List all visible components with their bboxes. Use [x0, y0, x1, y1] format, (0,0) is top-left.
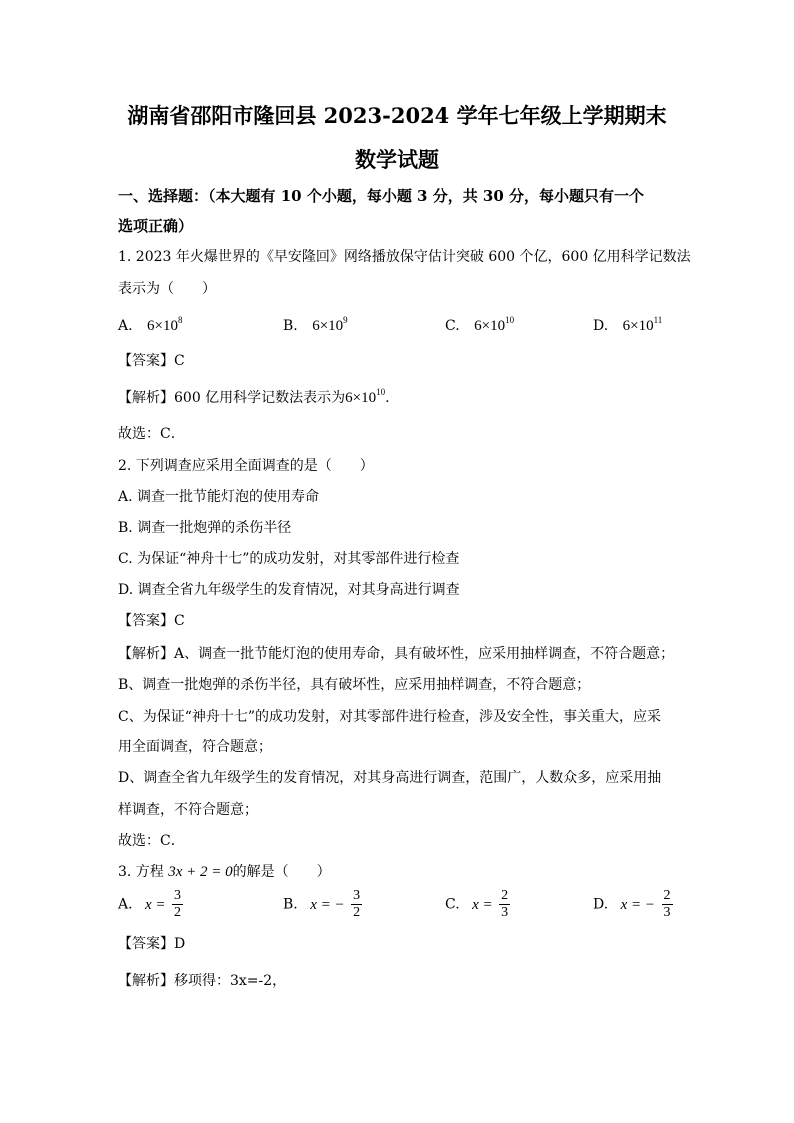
option-label: D.: [593, 318, 609, 334]
option-label: C.: [445, 318, 460, 334]
analysis-exp: 10: [376, 387, 386, 397]
q2-conclusion: 故选：C．: [118, 833, 185, 849]
q2-analysis-line: 样调查，不符合题意；: [118, 802, 258, 818]
option-fraction: [662, 888, 673, 921]
q3-analysis: 【解析】移项得：3x=-2，: [118, 973, 287, 989]
option-base: 6×10: [147, 318, 178, 334]
option-label: C.: [445, 896, 460, 913]
q2-option-a: A. 调查一批节能灯泡的使用寿命: [118, 489, 320, 505]
q2-analysis-line: 用全面调查，符合题意；: [118, 739, 272, 755]
option-fraction: [499, 888, 510, 921]
option-exp: 8: [177, 315, 183, 325]
q3-answer: 【答案】D: [118, 936, 186, 952]
q1-analysis: [118, 388, 390, 408]
section-heading: 一、选择题：（本大题有 10 个小题，每小题 3 分，共 30 分，每小题只有一个: [118, 187, 645, 205]
q1-stem: 1. 2023 年火爆世界的《早安隆回》网络播放保守估计突破 600 个亿，600 亿用科学记数法: [118, 249, 691, 265]
stem-text: 3. 方程: [118, 864, 164, 880]
option-label: A.: [118, 318, 133, 334]
fraction-denominator: 2: [174, 905, 181, 920]
option-label: B.: [283, 318, 298, 334]
option-lhs: x =: [472, 896, 493, 913]
doc-title-line2: 数学试题: [355, 147, 439, 172]
option-base: 6×10: [312, 318, 344, 334]
analysis-base: 6×10: [345, 390, 377, 406]
q3-option-c: [445, 888, 510, 921]
fraction-numerator: 3: [353, 888, 361, 903]
stem-equation: 3x + 2 = 0: [168, 864, 233, 880]
option-lhs: x =: [145, 896, 166, 913]
q3-option-d: [593, 888, 673, 921]
stem-text-suffix: 的解是（ ）: [232, 864, 331, 880]
option-exp: 11: [653, 315, 663, 325]
option-base: 6×10: [622, 318, 654, 334]
q2-analysis-line: 【解析】A、调查一批节能灯泡的使用寿命，具有破坏性，应采用抽样调查，不符合题意；: [118, 646, 675, 662]
q2-analysis-line: C、为保证“神舟十七”的成功发射，对其零部件进行检查，涉及安全性，事关重大，应采: [118, 709, 662, 725]
q1-option-d: [593, 316, 662, 336]
section-heading-cont: 选项正确）: [118, 217, 194, 235]
option-fraction: [172, 888, 183, 921]
option-exp: 10: [505, 315, 515, 325]
q3-option-b: [283, 888, 362, 921]
analysis-suffix: .: [385, 390, 390, 406]
option-label: B.: [283, 896, 298, 913]
fraction-denominator: 2: [353, 905, 361, 920]
q2-option-d: D. 调查全省九年级学生的发育情况，对其身高进行调查: [118, 582, 460, 598]
q2-analysis-line: D、调查全省九年级学生的发育情况，对其身高进行调查，范围广，人数众多，应采用抽: [118, 770, 662, 786]
q1-conclusion: 故选：C．: [118, 426, 185, 442]
fraction-numerator: 3: [174, 888, 181, 903]
fraction-numerator: 2: [501, 888, 509, 903]
option-exp: 9: [343, 315, 348, 325]
q1-option-c: [445, 316, 514, 336]
doc-title-line1: 湖南省邵阳市隆回县 2023-2024 学年七年级上学期期末: [127, 103, 667, 128]
q3-option-a: [118, 888, 183, 921]
analysis-text: 【解析】600 亿用科学记数法表示为: [118, 390, 346, 406]
q2-option-c: C. 为保证“神舟十七”的成功发射，对其零部件进行检查: [118, 551, 460, 567]
option-lhs: x = −: [310, 896, 345, 913]
option-fraction: [351, 888, 362, 921]
q2-analysis-line: B、调查一批炮弹的杀伤半径，具有破坏性，应采用抽样调查，不符合题意；: [118, 677, 591, 693]
q3-stem: [118, 862, 331, 882]
fraction-numerator: 2: [663, 888, 671, 903]
q1-option-b: [283, 316, 348, 336]
fraction-denominator: 3: [663, 905, 671, 920]
fraction-denominator: 3: [501, 905, 509, 920]
q1-answer: 【答案】C: [118, 353, 185, 369]
q1-option-a: [118, 316, 182, 336]
q2-option-b: B. 调查一批炮弹的杀伤半径: [118, 520, 292, 536]
q2-answer: 【答案】C: [118, 613, 185, 629]
option-label: D.: [593, 896, 609, 913]
q2-stem: 2. 下列调查应采用全面调查的是（ ）: [118, 458, 374, 474]
option-base: 6×10: [474, 318, 506, 334]
option-lhs: x = −: [620, 896, 656, 913]
option-label: A.: [118, 896, 133, 913]
q1-stem-cont: 表示为（ ）: [118, 281, 216, 297]
